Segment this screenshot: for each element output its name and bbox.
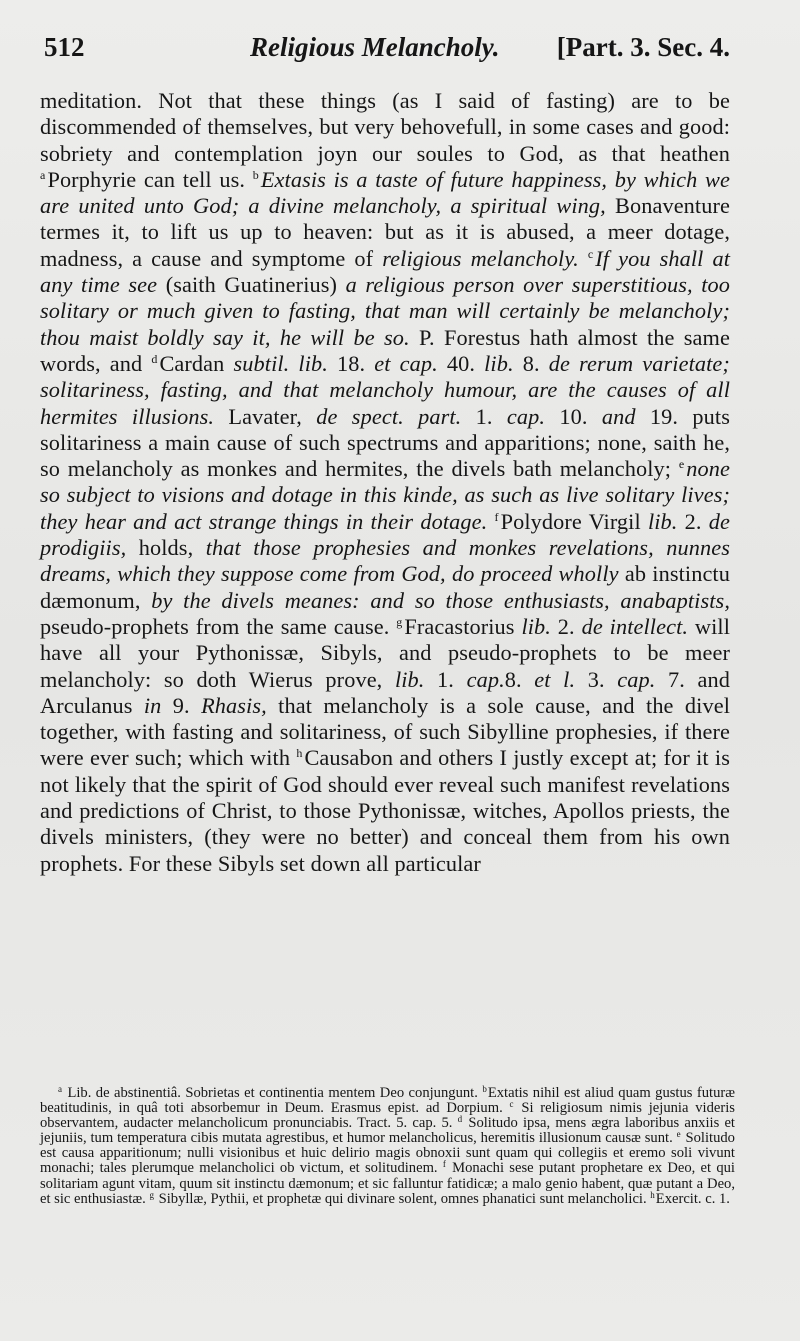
italic-run: et cap. <box>374 350 438 376</box>
text-run: Porphyrie can tell us. <box>47 166 253 192</box>
footnote-marker: e <box>678 457 685 472</box>
text-run: 9. <box>161 692 202 718</box>
running-title: Religious Melancholy. <box>250 32 500 62</box>
text-run: Polydore Virgil <box>500 508 648 534</box>
text-run: that melancholy is a sole cause, and the divel together, with fasting and solitariness, of such Sibylline prophesies, if there were ever such; which with <box>40 692 730 771</box>
italic-run: and <box>601 403 636 429</box>
text-run: 1. <box>424 666 467 692</box>
italic-run: in <box>143 692 162 718</box>
text-run: 2. <box>677 508 709 534</box>
footnote-label: f <box>442 1159 446 1170</box>
footnote-label: g <box>149 1189 154 1200</box>
main-text <box>40 88 730 877</box>
footnote-g: Sibyllæ, Pythii, et prophetæ qui divinare solent, omnes phanatici sunt melancholici. <box>158 1190 647 1207</box>
text-run: Fracastorius <box>404 613 522 639</box>
text-run: 3. <box>575 666 618 692</box>
italic-run: a religious person over superstitious, too solitary or much given to fasting, that man will certainly be melancholy; thou maist boldly say it, he will be so. <box>40 272 730 350</box>
text-run: meditation. Not that these things (as I said of fasting) are to be discommended of themselves, but very behovefull, in some cases and good: sobriety and contemplation joyn our soules to God, as that heathen <box>40 88 730 166</box>
footnote-c: Si religiosum nimis jejunia videris observantem, audacter melancholicum pronunciabis. Tract. 5. cap. 5. <box>40 1100 735 1132</box>
text-run: Cardan <box>159 350 234 376</box>
footnote-d: Solitudo ipsa, mens ægra laboribus anxiis et jejuniis, tum temperatura cibis mutata agrestibus, et humor melancholicus, heremitis illusionum causæ sunt. <box>40 1115 735 1147</box>
text-run: 8. <box>513 350 549 376</box>
footnote-marker: a <box>40 167 46 182</box>
italic-run: that those prophesies and monkes revelations, nunnes dreams, which they suppose come from God, do proceed wholly <box>40 535 730 587</box>
text-run: Bonaventure termes it, to lift us up to heaven: but as it is abused, a meer dotage, madness, a cause and symptome of <box>40 193 730 271</box>
text-run: 10. <box>545 403 602 429</box>
text-run: will have all your Pythonissæ, Sibyls, and pseudo-prophets to be meer melancholy: so doth Wierus prove, <box>40 613 730 692</box>
footnotes <box>40 1086 735 1207</box>
footnote-label: e <box>676 1129 681 1140</box>
footnote-marker: f <box>494 509 499 524</box>
footnote-marker: c <box>587 246 594 261</box>
text-run: ab instinctu dæmonum, <box>40 561 730 613</box>
footnote-marker: g <box>396 614 403 629</box>
italic-run: de rerum varietate; solitariness, fasting, and that melancholy humour, are the causes of all hermites illusions. <box>40 350 730 429</box>
italic-run: et l. <box>534 666 576 692</box>
text-run: 18. <box>327 350 375 376</box>
text-run: (saith Guatinerius) <box>157 272 346 298</box>
footnote-h: Exercit. c. 1. <box>655 1190 730 1207</box>
italic-run: lib. <box>521 613 551 639</box>
page-number: 512 <box>44 32 85 62</box>
italic-run: If you shall at any time see <box>40 245 730 298</box>
text-run: Lavater, <box>214 403 317 429</box>
footnote-label: a <box>58 1084 62 1094</box>
footnote-a: Lib. de abstinentiâ. Sobrietas et continentia mentem Deo conjungunt. <box>67 1085 478 1101</box>
running-header <box>40 32 730 72</box>
footnote-label: d <box>457 1114 463 1125</box>
italic-run: none so subject to visions and dotage in this kinde, as such as live solitary lives; they hear and act strange things in their dotage. <box>40 456 730 534</box>
italic-run: subtil. lib. <box>233 350 328 376</box>
text-run: holds, <box>126 535 206 561</box>
italic-run: de spect. part. <box>316 403 462 429</box>
footnote-f: Monachi sese putant prophetare ex Deo, et qui solitariam agunt vitam, quum sit instinctu dæmonum; et sic falluntur fatidicæ; a malo genio habent, quæ putant a Deo, et sic enthusiastæ. <box>40 1160 735 1207</box>
footnote-label: b <box>482 1084 487 1094</box>
italic-run: by the divels meanes: and so those enthusiasts, anabaptists, <box>151 587 730 613</box>
italic-run: lib. <box>484 350 514 376</box>
footnote-marker: d <box>151 351 158 366</box>
text-run: 7. and Arculanus <box>40 666 730 718</box>
footnote-b: Extatis nihil est aliud quam gustus futuræ beatitudinis, in quâ toti absorbemur in Deum. Erasmus epist. ad Dorpium. <box>40 1085 735 1117</box>
footnote-e: Solitudo est causa apparitionum; nulli visionibus et huic delirio magis obnoxii sunt quam qui collegiis et eremo soli vivunt monachi; tales plerumque melancholici ob victum, et solitudinem. <box>40 1130 735 1177</box>
footnote-label: h <box>650 1189 655 1200</box>
italic-run: Extasis is a taste of future happiness, by which we are united unto God; a divine melancholy, a spiritual wing, <box>40 166 731 219</box>
text-run: 2. <box>550 613 582 639</box>
footnote-marker: b <box>252 167 259 182</box>
italic-run: lib. <box>647 508 678 534</box>
text-run: 1. <box>461 403 507 429</box>
text-run: 8. <box>504 666 535 692</box>
italic-run: de prodigiis, <box>40 508 730 561</box>
footnote-marker: h <box>296 746 303 761</box>
italic-run: cap. <box>506 403 546 429</box>
text-run: 40. <box>437 350 485 376</box>
text-run: Causabon and others I justly except at; for it is not likely that the spirit of God should ever reveal such manifest revelations and predictions of Christ, to those Pythonissæ, witches, Apollos priests, the divels ministers, (they were no better) and conceal them from his own prophets. For these Sibyls set down all particular <box>40 745 730 876</box>
text-run: 19. puts solitariness a main cause of such spectrums and apparitions; none, saith he, so melancholy as monkes and hermites, the divels bath melancholy; <box>40 403 730 482</box>
section-reference: [Part. 3. Sec. 4. <box>556 32 730 62</box>
footnote-label: c <box>509 1099 514 1110</box>
italic-run: de intellect. <box>581 613 689 639</box>
italic-run: Rhasis, <box>201 692 267 718</box>
italic-run: lib. <box>394 666 425 692</box>
italic-run: cap. <box>617 666 656 692</box>
italic-run: cap. <box>466 666 505 692</box>
italic-run: religious melancholy. <box>382 245 579 271</box>
text-run: P. Forestus hath almost the same words, and <box>40 324 730 376</box>
text-run: pseudo-prophets from the same cause. <box>40 613 397 639</box>
